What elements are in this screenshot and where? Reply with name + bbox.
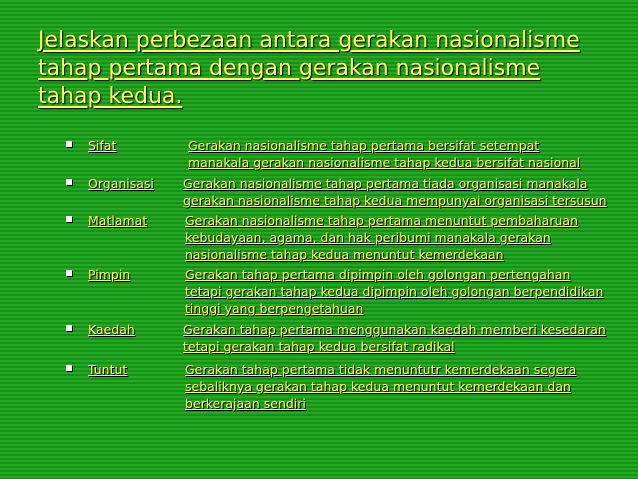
- title-line-3: tahap kedua.: [38, 84, 183, 109]
- description-line: Gerakan nasionalisme tahap pertama bersifat setempat: [188, 138, 540, 153]
- item-description: [183, 175, 607, 209]
- slide-title: [38, 27, 618, 111]
- square-bullet-icon: [66, 325, 72, 331]
- description-line: gerakan nasionalisme tahap kedua mempunyai organisasi tersusun: [183, 193, 607, 208]
- square-bullet-icon: [66, 179, 72, 185]
- description-line: nasionalisme tahap kedua menuntut kemerdekaan: [185, 247, 504, 262]
- item-description: [183, 321, 606, 355]
- item-description: [185, 361, 576, 412]
- description-line: tetapi gerakan tahap kedua dipimpin oleh golongan berpendidikan: [185, 284, 604, 299]
- item-label: Sifat: [88, 138, 117, 153]
- description-line: Gerakan tahap pertama dipimpin oleh golongan pertengahan: [185, 267, 571, 282]
- item-description: [188, 137, 580, 171]
- description-line: sebaliknya gerakan tahap kedua menuntut kemerdekaan dan: [185, 379, 571, 394]
- description-line: berkerajaan sendiri: [185, 396, 306, 411]
- item-description: [185, 212, 578, 263]
- item-label: Organisasi: [88, 176, 154, 191]
- description-line: Gerakan tahap pertama tidak menuntutr kemerdekaan segera: [185, 362, 577, 377]
- square-bullet-icon: [66, 270, 72, 276]
- description-line: kebudayaan, agama, dan hak peribumi manakala gerakan: [185, 230, 551, 245]
- square-bullet-icon: [66, 365, 72, 371]
- description-line: Gerakan nasionalisme tahap pertama tiada organisasi manakala: [183, 176, 588, 191]
- title-line-1: Jelaskan perbezaan antara gerakan nasionalisme: [38, 28, 580, 53]
- item-label: Pimpin: [88, 267, 131, 282]
- square-bullet-icon: [66, 141, 72, 147]
- item-description: [185, 266, 603, 317]
- square-bullet-icon: [66, 216, 72, 222]
- description-line: Gerakan tahap pertama menggunakan kaedah memberi kesedaran: [183, 322, 606, 337]
- title-line-2: tahap pertama dengan gerakan nasionalisme: [38, 56, 541, 81]
- description-line: tetapi gerakan tahap kedua bersifat radikal: [183, 339, 455, 354]
- description-line: tinggi yang berpengetahuan: [185, 301, 364, 316]
- item-label: Matlamat: [88, 213, 148, 228]
- description-line: Gerakan nasionalisme tahap pertama menuntut pembaharuan: [185, 213, 578, 228]
- item-label: Kaedah: [88, 322, 135, 337]
- item-label: Tuntut: [88, 362, 128, 377]
- description-line: manakala gerakan nasionalisme tahap kedua bersifat nasional: [188, 155, 581, 170]
